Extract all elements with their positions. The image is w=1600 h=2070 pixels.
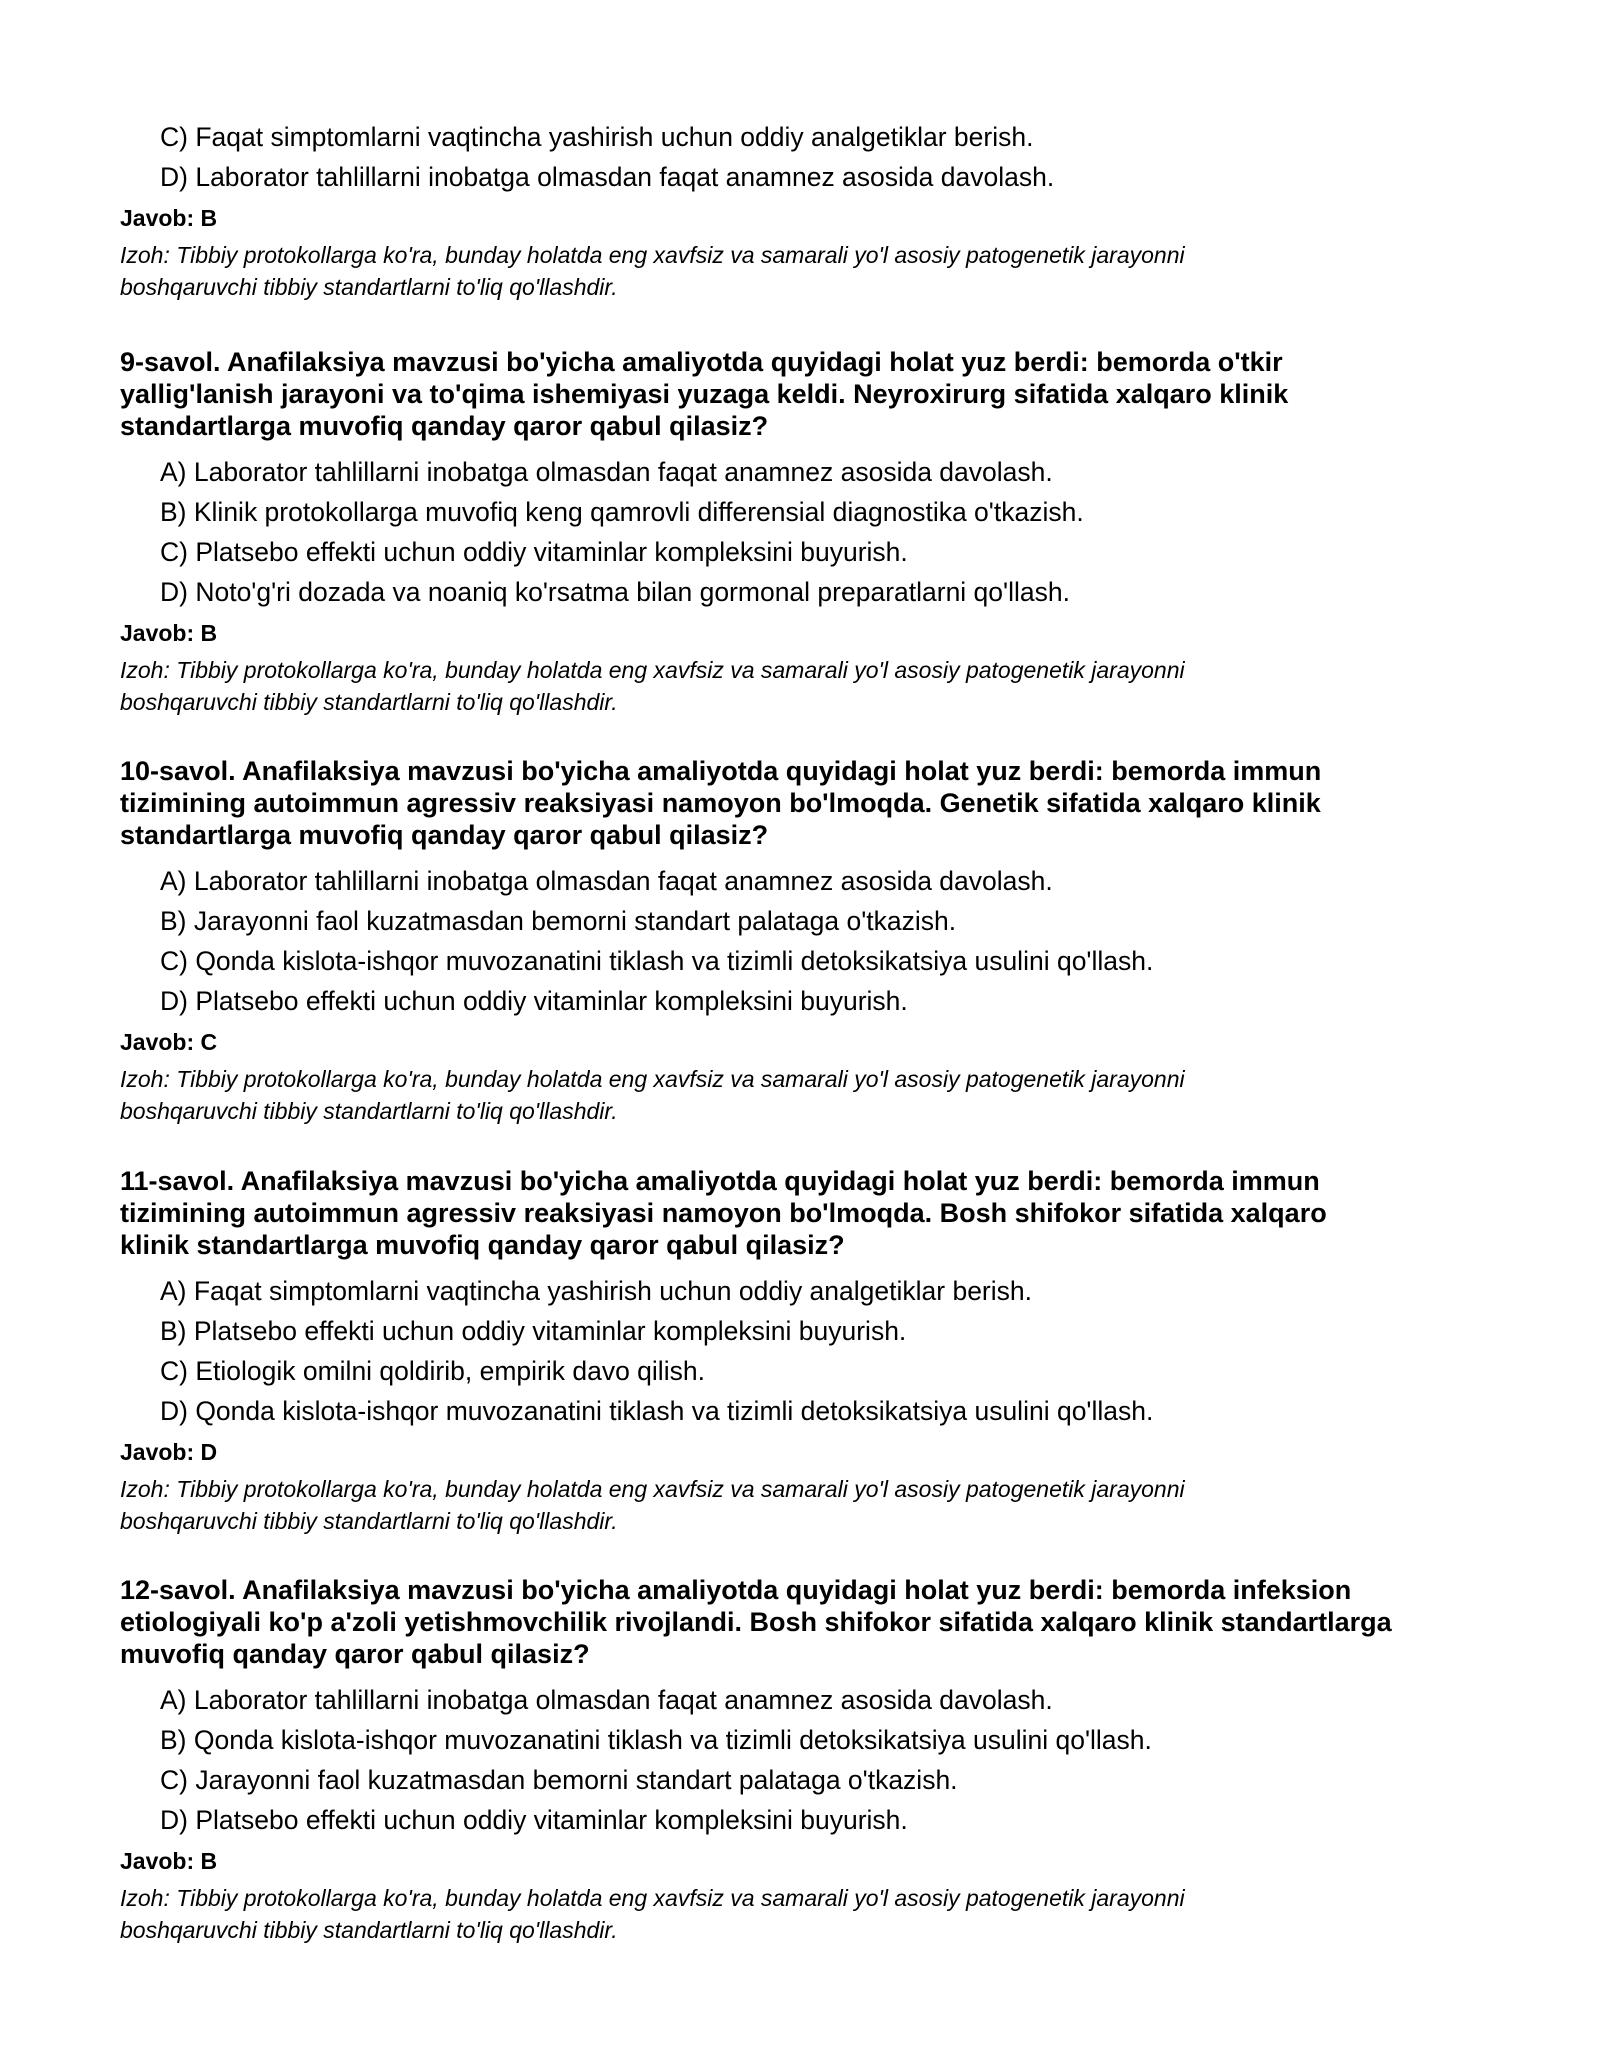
explanation-line: boshqaruvchi tibbiy standartlarni to'liq qo'llashdir. (120, 274, 618, 300)
option-d: D) Laborator tahlillarni inobatga olmasdan faqat anamnez asosida davolash. (160, 162, 1055, 192)
answer-line: Javob: B (120, 1848, 218, 1874)
question-line: muvofiq qanday qaror qabul qilasiz? (120, 1639, 590, 1669)
option-d: D) Platsebo effekti uchun oddiy vitaminlar kompleksini buyurish. (160, 986, 908, 1016)
question-line: yallig'lanish jarayoni va to'qima ishemiyasi yuzaga keldi. Neyroxirurg sifatida xalqaro klinik (120, 379, 1289, 409)
question-12 (120, 1574, 1500, 1946)
option-c: C) Platsebo effekti uchun oddiy vitaminlar kompleksini buyurish. (160, 537, 908, 567)
question-line: etiologiyali ko'p a'zoli yetishmovchilik rivojlandi. Bosh shifokor sifatida xalqaro klinik standartlarga (120, 1607, 1392, 1637)
question-line: 9-savol. Anafilaksiya mavzusi bo'yicha amaliyotda quyidagi holat yuz berdi: bemorda o'tkir (120, 347, 1283, 377)
explanation (120, 654, 1500, 718)
question-line: standartlarga muvofiq qanday qaror qabul qilasiz? (120, 411, 769, 441)
question-text (120, 1165, 1500, 1261)
answer-line: Javob: B (120, 205, 218, 231)
explanation (120, 1882, 1500, 1946)
question-text (120, 755, 1500, 851)
question-11 (120, 1165, 1500, 1537)
option-d: D) Noto'g'ri dozada va noaniq ko'rsatma bilan gormonal preparatlarni qo'llash. (160, 577, 1070, 607)
question-line: klinik standartlarga muvofiq qanday qaror qabul qilasiz? (120, 1230, 845, 1260)
explanation-line: Izoh: Tibbiy protokollarga ko'ra, bunday holatda eng xavfsiz va samarali yo'l asosiy patogenetik jarayonni (120, 1885, 1185, 1911)
question-8-tail (120, 117, 1500, 303)
option-b: B) Platsebo effekti uchun oddiy vitaminlar kompleksini buyurish. (160, 1316, 907, 1346)
option-b: B) Qonda kislota-ishqor muvozanatini tiklash va tizimli detoksikatsiya usulini qo'llash. (160, 1725, 1152, 1755)
question-line: 12-savol. Anafilaksiya mavzusi bo'yicha amaliyotda quyidagi holat yuz berdi: bemorda infeksion (120, 1575, 1352, 1605)
question-text (120, 1574, 1500, 1670)
explanation (120, 1063, 1500, 1127)
question-9 (120, 346, 1500, 718)
option-c: C) Faqat simptomlarni vaqtincha yashirish uchun oddiy analgetiklar berish. (160, 122, 1034, 152)
option-d: D) Platsebo effekti uchun oddiy vitaminlar kompleksini buyurish. (160, 1805, 908, 1835)
option-a: A) Laborator tahlillarni inobatga olmasdan faqat anamnez asosida davolash. (160, 866, 1053, 896)
answer-line: Javob: B (120, 620, 218, 646)
options-list (120, 1680, 1500, 1840)
explanation-line: boshqaruvchi tibbiy standartlarni to'liq qo'llashdir. (120, 1917, 618, 1943)
explanation-line: Izoh: Tibbiy protokollarga ko'ra, bunday holatda eng xavfsiz va samarali yo'l asosiy patogenetik jarayonni (120, 242, 1185, 268)
options-list (120, 452, 1500, 612)
option-a: A) Laborator tahlillarni inobatga olmasdan faqat anamnez asosida davolash. (160, 457, 1053, 487)
options-list (120, 117, 1500, 197)
options-list (120, 1271, 1500, 1431)
question-line: standartlarga muvofiq qanday qaror qabul qilasiz? (120, 820, 769, 850)
option-c: C) Qonda kislota-ishqor muvozanatini tiklash va tizimli detoksikatsiya usulini qo'llash. (160, 946, 1154, 976)
option-a: A) Faqat simptomlarni vaqtincha yashirish uchun oddiy analgetiklar berish. (160, 1276, 1032, 1306)
explanation-line: Izoh: Tibbiy protokollarga ko'ra, bunday holatda eng xavfsiz va samarali yo'l asosiy patogenetik jarayonni (120, 1066, 1185, 1092)
option-a: A) Laborator tahlillarni inobatga olmasdan faqat anamnez asosida davolash. (160, 1685, 1053, 1715)
option-c: C) Jarayonni faol kuzatmasdan bemorni standart palataga o'tkazish. (160, 1765, 958, 1795)
answer-line: Javob: C (120, 1029, 218, 1055)
question-line: tizimining autoimmun agressiv reaksiyasi namoyon bo'lmoqda. Bosh shifokor sifatida xalqaro (120, 1198, 1327, 1228)
option-d: D) Qonda kislota-ishqor muvozanatini tiklash va tizimli detoksikatsiya usulini qo'llash. (160, 1396, 1154, 1426)
explanation-line: Izoh: Tibbiy protokollarga ko'ra, bunday holatda eng xavfsiz va samarali yo'l asosiy patogenetik jarayonni (120, 657, 1185, 683)
option-b: B) Klinik protokollarga muvofiq keng qamrovli differensial diagnostika o'tkazish. (160, 497, 1084, 527)
explanation (120, 1473, 1500, 1537)
explanation-line: Izoh: Tibbiy protokollarga ko'ra, bunday holatda eng xavfsiz va samarali yo'l asosiy patogenetik jarayonni (120, 1476, 1185, 1502)
question-line: 10-savol. Anafilaksiya mavzusi bo'yicha amaliyotda quyidagi holat yuz berdi: bemorda immun (120, 756, 1322, 786)
question-text (120, 346, 1500, 442)
question-line: 11-savol. Anafilaksiya mavzusi bo'yicha amaliyotda quyidagi holat yuz berdi: bemorda immun (120, 1166, 1320, 1196)
option-c: C) Etiologik omilni qoldirib, empirik davo qilish. (160, 1356, 705, 1386)
explanation-line: boshqaruvchi tibbiy standartlarni to'liq qo'llashdir. (120, 1508, 618, 1534)
answer-line: Javob: D (120, 1439, 218, 1465)
question-line: tizimining autoimmun agressiv reaksiyasi namoyon bo'lmoqda. Genetik sifatida xalqaro klinik (120, 788, 1321, 818)
explanation (120, 239, 1500, 303)
explanation-line: boshqaruvchi tibbiy standartlarni to'liq qo'llashdir. (120, 689, 618, 715)
question-10 (120, 755, 1500, 1127)
option-b: B) Jarayonni faol kuzatmasdan bemorni standart palataga o'tkazish. (160, 906, 957, 936)
explanation-line: boshqaruvchi tibbiy standartlarni to'liq qo'llashdir. (120, 1098, 618, 1124)
options-list (120, 861, 1500, 1021)
